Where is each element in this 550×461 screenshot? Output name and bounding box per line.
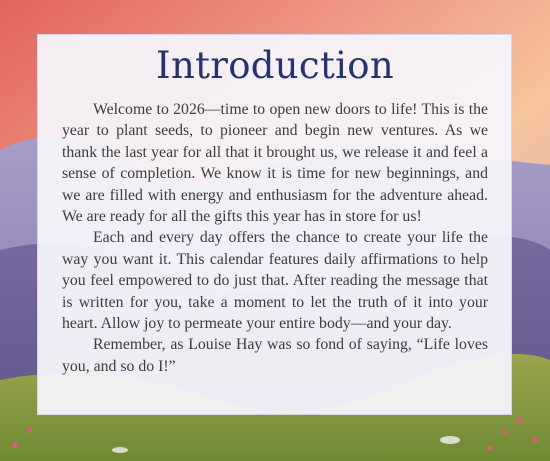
body-text xyxy=(62,99,488,377)
paragraph-closing: Remember, as Louise Hay was so fond of saying, “Life loves you, and so do I!” xyxy=(62,336,488,375)
page-title: Introduction xyxy=(156,44,394,87)
paragraph-daily: Each and every day offers the chance to create your life the way you want it. This calendar features daily affirmations to help you feel empowered to do just that. After reading the message that is written for you, take a moment to let the truth of it into your heart. Allow joy to permeate your entire body—and your day. xyxy=(62,229,488,333)
introduction-card xyxy=(37,34,512,415)
paragraph-welcome: Welcome to 2026—time to open new doors to life! This is the year to plant seeds, to pioneer and begin new ventures. As we thank the last year for all that it brought us, we release it and feel a sense of completion. We know it is time for new beginnings, and we are filled with energy and enthusiasm for the adventure ahead. We are ready for all the gifts this year has in store for us! xyxy=(62,101,488,226)
